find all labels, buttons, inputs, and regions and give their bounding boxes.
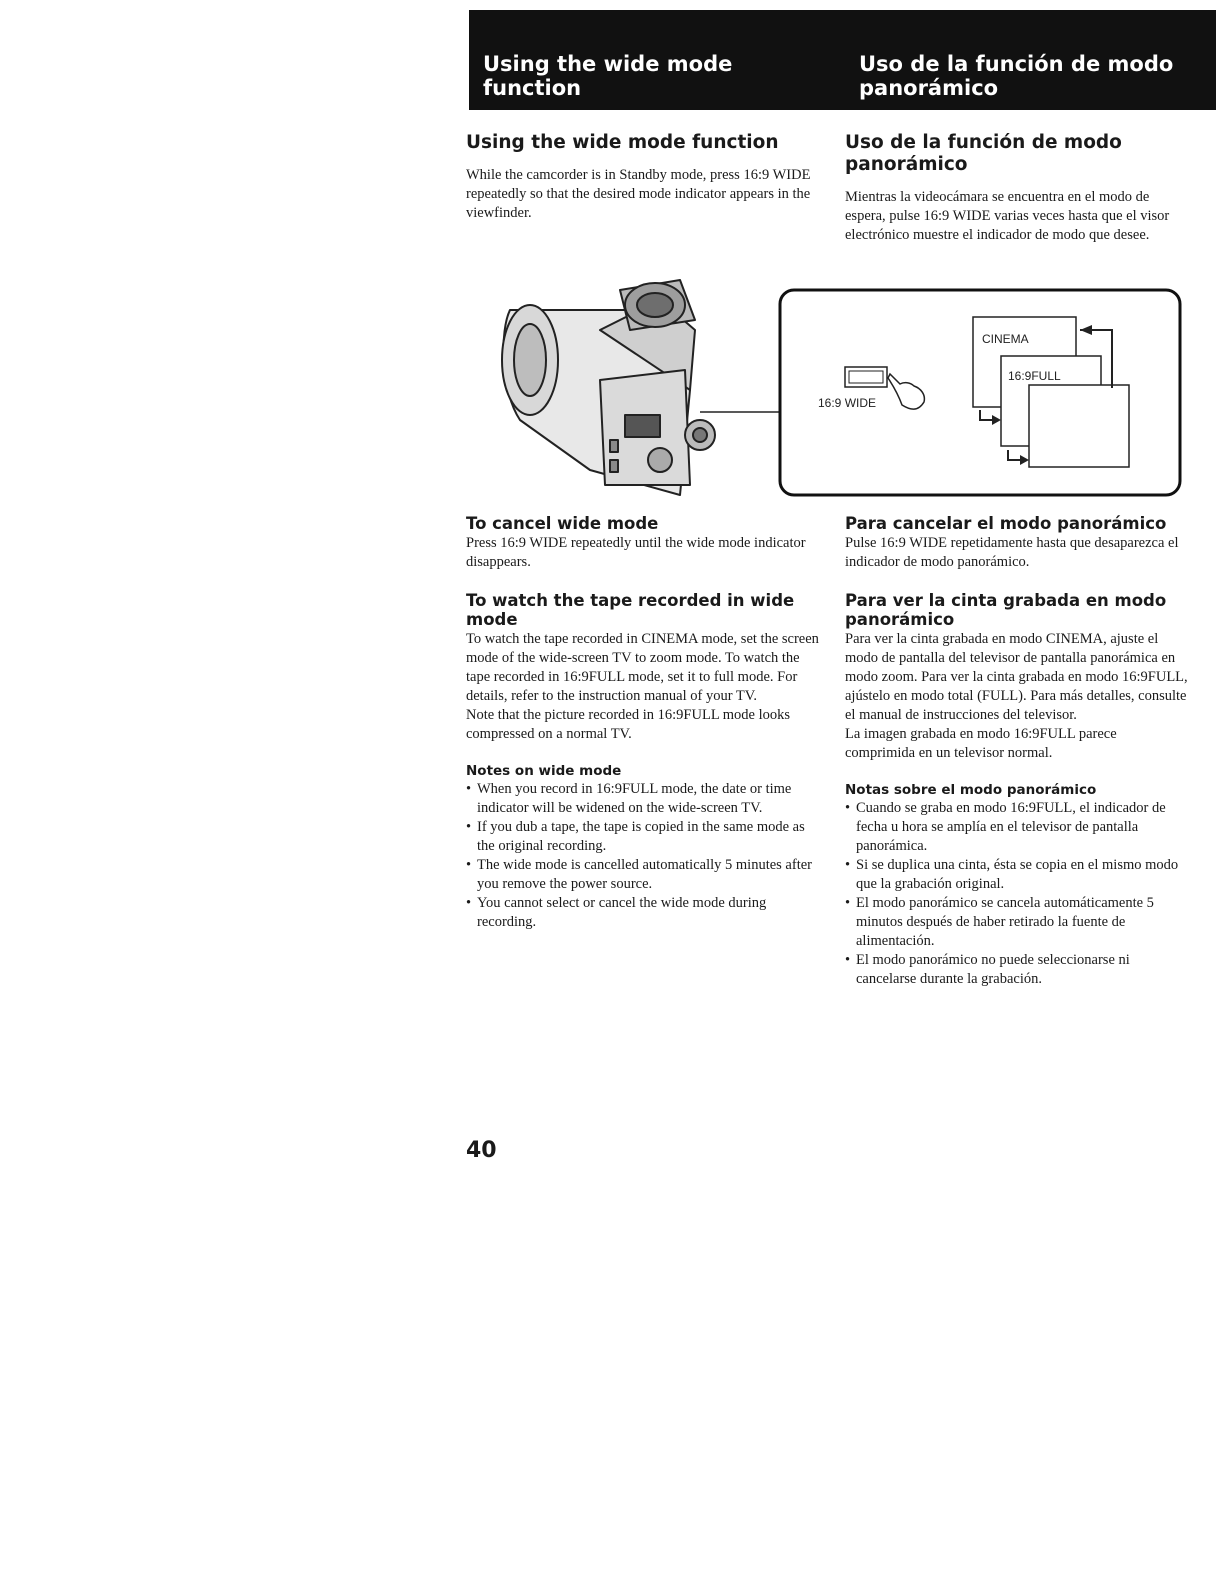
header-title-en: Using the wide mode function xyxy=(483,52,733,100)
list-item: • Cuando se graba en modo 16:9FULL, el indicador de fecha u hora se amplía en el televisor de pantalla panorámica. xyxy=(845,799,1190,856)
intro-text-es: Mientras la videocámara se encuentra en el modo de espera, pulse 16:9 WIDE varias veces hasta que el visor electrónico muestre el indicador de modo que desee. xyxy=(845,189,1170,243)
list-item: • You cannot select or cancel the wide mode during recording. xyxy=(466,894,821,932)
watch-text-2-en: Note that the picture recorded in 16:9FULL mode looks compressed on a normal TV. xyxy=(466,707,791,742)
details-en xyxy=(466,514,821,932)
list-item: • El modo panorámico no puede seleccionarse ni cancelarse durante la grabación. xyxy=(845,951,1190,989)
intro-en xyxy=(466,132,821,223)
list-item: • El modo panorámico se cancela automáticamente 5 minutos después de haber retirado la fuente de alimentación. xyxy=(845,894,1190,951)
list-item: • The wide mode is cancelled automatically 5 minutes after you remove the power source. xyxy=(466,856,821,894)
details-es xyxy=(845,514,1190,989)
cancel-title-en: To cancel wide mode xyxy=(466,514,659,533)
intro-text-en: While the camcorder is in Standby mode, press 16:9 WIDE repeatedly so that the desired mode indicator appears in the viewfinder. xyxy=(466,167,811,221)
camcorder-illustration xyxy=(480,270,1200,510)
section-title-en: Using the wide mode function xyxy=(466,132,779,153)
watch-text-1-es: Para ver la cinta grabada en modo CINEMA, ajuste el modo de pantalla del televisor de pantalla panorámica en modo zoom. Para ver la cinta grabada en modo 16:9FULL, ajústelo en modo total (FULL). Para más detalles, consulte el manual de instrucciones del televisor. xyxy=(845,631,1188,723)
section-title-es: Uso de la función de modo panorámico xyxy=(845,132,1122,175)
page-number: 40 xyxy=(466,1138,497,1163)
header-title-es: Uso de la función de modo panorámico xyxy=(859,52,1174,100)
watch-title-en: To watch the tape recorded in wide mode xyxy=(466,591,795,629)
mode-cinema-label: CINEMA xyxy=(982,332,1029,346)
list-item: • When you record in 16:9FULL mode, the date or time indicator will be widened on the wide-screen TV. xyxy=(466,780,821,818)
cancel-title-es: Para cancelar el modo panorámico xyxy=(845,514,1167,533)
list-item: • Si se duplica una cinta, ésta se copia en el mismo modo que la grabación original. xyxy=(845,856,1190,894)
watch-title-es: Para ver la cinta grabada en modo panorámico xyxy=(845,591,1167,629)
cancel-text-es: Pulse 16:9 WIDE repetidamente hasta que desaparezca el indicador de modo panorámico. xyxy=(845,535,1179,570)
mode-full-label: 16:9FULL xyxy=(1008,369,1061,383)
notes-title-en: Notes on wide mode xyxy=(466,763,622,779)
list-item: • If you dub a tape, the tape is copied in the same mode as the original recording. xyxy=(466,818,821,856)
intro-es xyxy=(845,132,1190,245)
notes-list-es xyxy=(845,799,1190,989)
cancel-text-en: Press 16:9 WIDE repeatedly until the wide mode indicator disappears. xyxy=(466,535,806,570)
button-label: 16:9 WIDE xyxy=(818,396,877,410)
notes-title-es: Notas sobre el modo panorámico xyxy=(845,782,1097,798)
watch-text-1-en: To watch the tape recorded in CINEMA mode, set the screen mode of the wide-screen TV to zoom mode. To watch the tape recorded in 16:9FULL mode, set it to full mode. For details, refer to the instruction manual of your TV. xyxy=(466,631,819,704)
notes-list-en xyxy=(466,780,821,932)
watch-text-2-es: La imagen grabada en modo 16:9FULL parece comprimida en un televisor normal. xyxy=(845,726,1117,761)
